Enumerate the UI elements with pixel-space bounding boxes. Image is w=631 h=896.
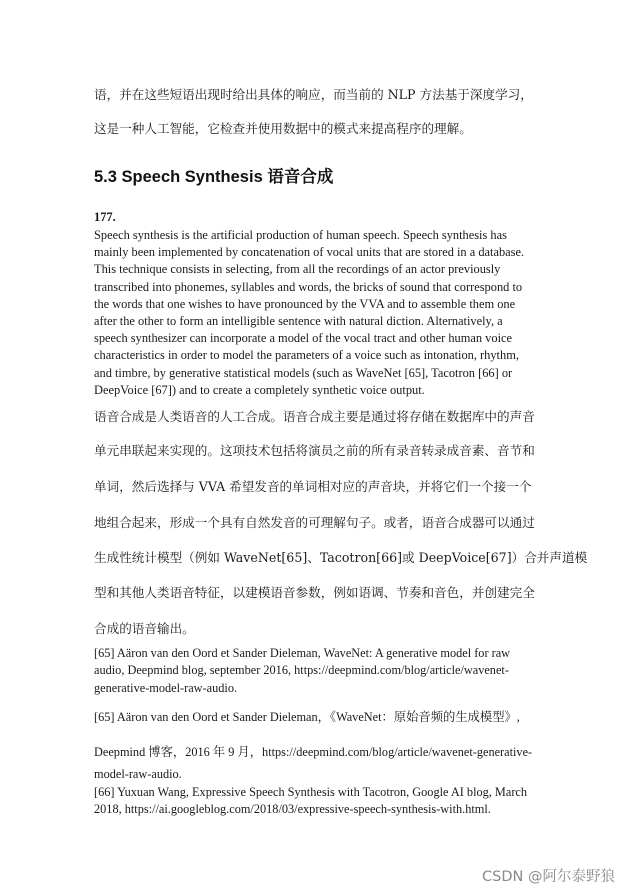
reference-65-zh-line-2: Deepmind 博客，2016 年 9 月，https://deepmind.com/blog/article/wavenet-generative-	[94, 745, 533, 759]
zh-line: 语音合成是人类语音的人工合成。语音合成主要是通过将存储在数据库中的声音	[94, 409, 535, 424]
zh-line: 生成性统计模型（例如 WaveNet[65]、Tacotron[66]或 DeepVoice[67]）合并声道模	[94, 550, 588, 565]
zh-line: 合成的语音输出。	[94, 621, 195, 636]
zh-line: 地组合起来，形成一个具有自然发音的可理解句子。或者，语音合成器可以通过	[94, 515, 535, 530]
ref-line: [66] Yuxuan Wang, Expressive Speech Synthesis with Tacotron, Google AI blog, March	[94, 785, 528, 799]
en-line: characteristics in order to model the parameters of a voice such as intonation, rhythm,	[94, 348, 519, 363]
csdn-watermark: CSDN @阿尔泰野狼	[482, 869, 615, 885]
en-line: DeepVoice [67]) and to create a completely synthetic voice output.	[94, 382, 425, 397]
en-line: after the other to form an intelligible sentence with natural diction. Alternatively, a	[94, 314, 503, 329]
en-line: the words that one wishes to have pronounced by the VVA and to assemble them one	[94, 296, 516, 311]
en-line: mainly been implemented by concatenation of vocal units that are stored in a database.	[94, 245, 525, 260]
paragraph-number: 177.	[94, 210, 116, 224]
en-line: transcribed into phonemes, syllables and words, the bricks of sound that correspond to	[94, 279, 523, 294]
intro-zh-line-2: 这是一种人工智能，它检查并使用数据中的模式来提高程序的理解。	[94, 121, 472, 136]
english-paragraph	[94, 227, 546, 399]
intro-zh-line-1: 语，并在这些短语出现时给出具体的响应，而当前的 NLP 方法基于深度学习，	[94, 87, 533, 102]
ref-line: [65] Aäron van den Oord et Sander Dieleman, WaveNet: A generative model for raw	[94, 646, 511, 660]
zh-line: 单元串联起来实现的。这项技术包括将演员之前的所有录音转录成音素、音节和	[94, 443, 535, 458]
section-heading: 5.3 Speech Synthesis 语音合成	[94, 168, 334, 186]
reference-66	[94, 784, 546, 819]
ref-line: generative-model-raw-audio.	[94, 680, 238, 695]
en-line: speech synthesizer can incorporate a model of the vocal tract and other human voice	[94, 331, 513, 346]
en-line: This technique consists in selecting, from all the recordings of an actor previously	[94, 262, 501, 277]
zh-line: 单词，然后选择与 VVA 希望发音的单词相对应的声音块，并将它们一个接一个	[94, 479, 532, 494]
reference-65-zh-line-1: [65] Aäron van den Oord et Sander Dieleman，《WaveNet：原始音频的生成模型》,	[94, 710, 520, 724]
en-line: Speech synthesis is the artificial production of human speech. Speech synthesis has	[94, 228, 507, 242]
reference-65-zh-line-3: model-raw-audio.	[94, 767, 182, 781]
zh-line: 型和其他人类语音特征，以建模语音参数，例如语调、节奏和音色，并创建完全	[94, 585, 535, 600]
ref-line: 2018, https://ai.googleblog.com/2018/03/expressive-speech-synthesis-with.html.	[94, 802, 491, 817]
ref-line: audio, Deepmind blog, september 2016, https://deepmind.com/blog/article/wavenet-	[94, 663, 509, 678]
en-line: and timbre, by generative statistical models (such as WaveNet [65], Tacotron [66] or	[94, 365, 513, 380]
reference-65-en	[94, 645, 546, 697]
